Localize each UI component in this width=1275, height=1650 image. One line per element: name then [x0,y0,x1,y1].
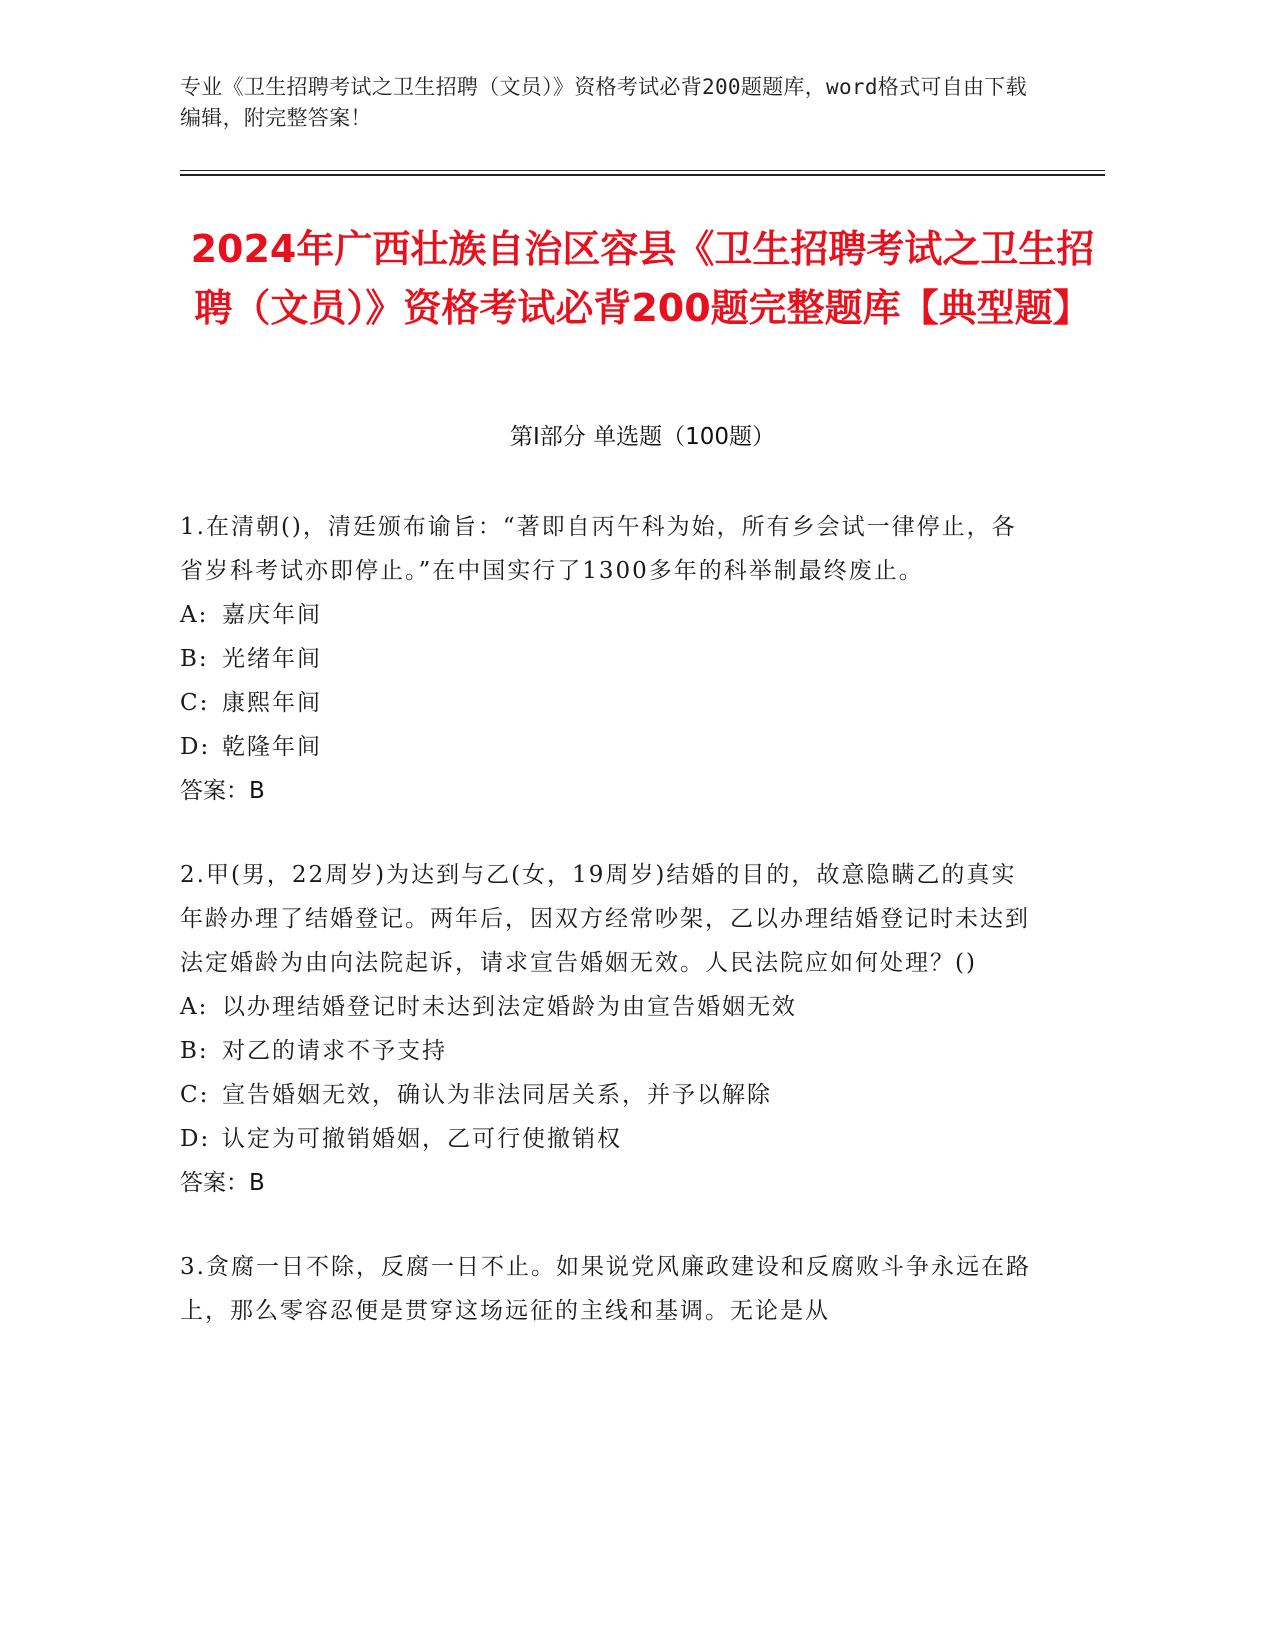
option-a [180,985,1040,1029]
option-c [180,1073,1040,1117]
option-letter: C: [180,690,210,716]
header-divider-thick [180,174,1105,176]
option-letter: B: [180,1038,209,1064]
option-a [180,593,1040,637]
option-text: 认定为可撤销婚姻，乙可行使撤销权 [222,1126,622,1152]
question-stem: 2.甲(男，22周岁)为达到与乙(女，19周岁)结婚的目的，故意隐瞒乙的真实年龄办理了结婚登记。两年后，因双方经常吵架，乙以办理结婚登记时未达到法定婚龄为由向法院起诉，请求宣告婚姻无效。人民法院应如何处理？() [180,862,1030,976]
option-text: 乾隆年间 [222,734,322,760]
section-title: 第I部分 单选题（100题） [510,424,775,450]
option-text: 光绪年间 [222,646,322,672]
option-letter: D: [180,734,211,760]
question-stem: 1.在清朝()，清廷颁布谕旨：“著即自丙午科为始，所有乡会试一律停止，各省岁科考试亦即停止。”在中国实行了1300多年的科举制最终废止。 [180,514,1017,584]
option-text: 康熙年间 [222,690,322,716]
document-title: 2024年广西壮族自治区容县《卫生招聘考试之卫生招聘（文员）》资格考试必背200题完整题库【典型题】 [190,227,1095,330]
option-letter: B: [180,646,209,672]
option-letter: C: [180,1082,210,1108]
question-2 [180,853,1040,1205]
question-list [180,505,1040,1373]
option-letter: A: [180,602,209,628]
option-text: 宣告婚姻无效，确认为非法同居关系，并予以解除 [222,1082,772,1108]
option-letter: A: [180,994,209,1020]
option-c [180,681,1040,725]
answer-line: 答案：B [180,1170,265,1196]
header-note: 专业《卫生招聘考试之卫生招聘（文员）》资格考试必背200题题库，word格式可自由下载编辑，附完整答案！ [180,75,1027,130]
question-3 [180,1245,1040,1333]
option-d [180,1117,1040,1161]
option-b [180,1029,1040,1073]
option-text: 嘉庆年间 [222,602,322,628]
answer-line: 答案：B [180,778,265,804]
option-letter: D: [180,1126,211,1152]
question-stem: 3.贪腐一日不除，反腐一日不止。如果说党风廉政建设和反腐败斗争永远在路上，那么零容忍便是贯穿这场远征的主线和基调。无论是从 [180,1254,1031,1324]
option-text: 以办理结婚登记时未达到法定婚龄为由宣告婚姻无效 [222,994,797,1020]
header-divider-thin [180,170,1105,171]
question-1 [180,505,1040,813]
option-b [180,637,1040,681]
option-d [180,725,1040,769]
option-text: 对乙的请求不予支持 [222,1038,447,1064]
